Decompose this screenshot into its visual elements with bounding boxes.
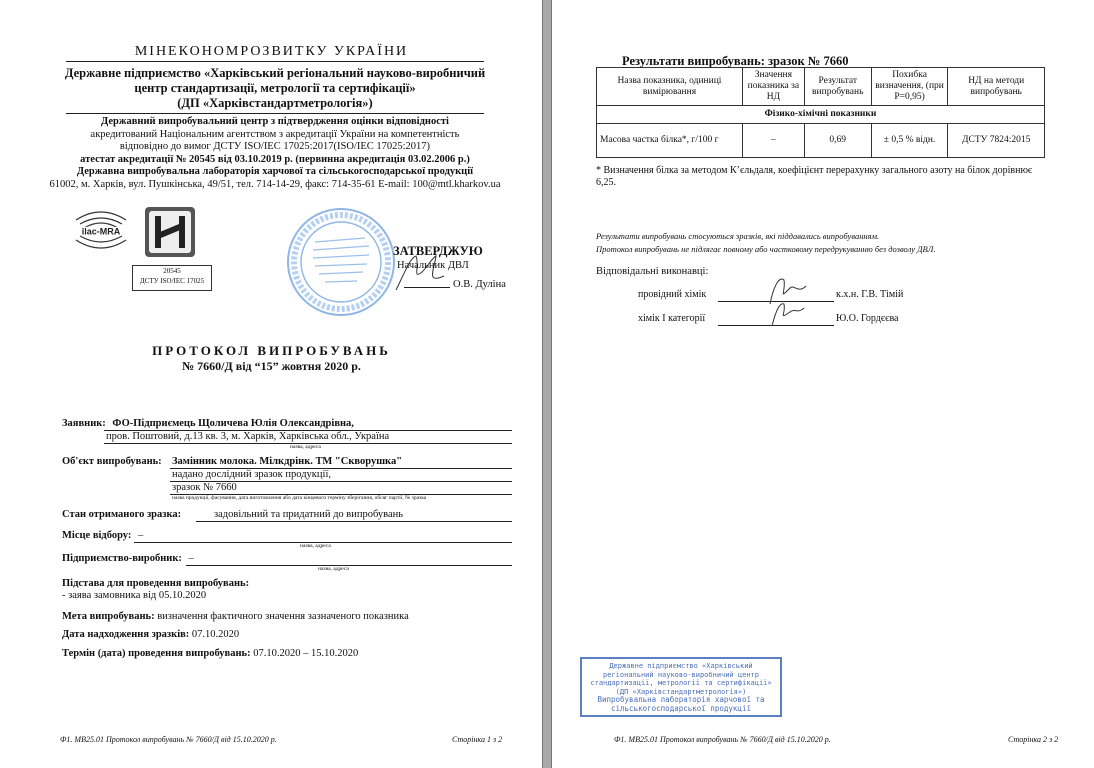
page-number: Сторінка 1 з 2 [452,735,503,744]
object-row: Об'єкт випробувань: [62,456,162,467]
divider [66,113,484,114]
approver-position: Начальник ДВЛ [397,260,469,271]
table-row: Масова частка білка*, г/100 г – 0,69 ± 0,5 % відн. ДСТУ 7824:2015 [597,124,1045,158]
footer-left: Ф1. МВ25.01 Протокол випробувань № 7660/Д від 15.10.2020 р. [614,735,831,744]
sample-state-value: задовільний та придатний до випробувань [214,509,404,520]
signer-signature-2 [766,298,810,335]
signer-name-1: к.х.н. Г.В. Тімій [836,289,904,300]
results-title: Результати випробувань: зразок № 7660 [622,54,849,68]
sampling-place-row: Місце відбору: – [62,530,144,541]
protocol-title: ПРОТОКОЛ ВИПРОБУВАНЬ [152,343,391,358]
accreditation-number-caption: 20545 ДСТУ ISO/IEC 17025 [132,265,212,291]
signer-role-2: хімік І категорії [638,313,706,324]
ilac-mra-logo [72,206,130,254]
signature-line [404,287,450,288]
signer-name-2: Ю.О. Гордєєва [836,313,899,324]
document-page-2 [551,0,1094,768]
round-seal-stamp [285,206,397,318]
object-line-1: Замінник молока. Мілкдрінк. ТМ "Скворушка" [172,456,403,467]
lab-stamp: Державне підприємство «Харківський регіональний науково-виробничий центр стандартизації, метрології та сертифікації» (ДП «Харківстандартметрологія») Випробувальна лабораторія харчової та сільськогосподарської продукції [580,657,782,717]
accreditation-block: Державний випробувальний центр з підтвердження оцінки відповідності акредитований Національним агентством з акредитації України на компетентність відповідно до вимог ДСТУ ISO/IEC 17025:2017(ISO/IEC 17025:2017) атестат акредитації № 20545 від 03.10.2019 р. (первинна акредитація 03.02.2006 р.) Державна випробувальна лабораторія харчової та сільськогосподарської продукції 61002, м. Харків, вул. Пушкінська, 49/51, тел. 714-14-29, факс: 714-35-61 E-mail: 100@mtl.kharkov.ua [49,116,501,190]
divider [66,61,484,62]
page-number: Сторінка 2 з 2 [1008,735,1059,744]
performers-label: Відповідальні виконавці: [596,266,709,277]
applicant-address: пров. Поштовий, д.13 кв. 3, м. Харків, Харківська обл., Україна [106,431,390,442]
basis-label: Підстава для проведення випробувань: [62,578,250,589]
object-line-3: зразок № 7660 [172,482,237,493]
disclaimer: Результати випробувань стосуються зразків, які піддавались випробуванням. Протокол випробувань не підлягає повному або частковому передрукуванню без дозволу ДВЛ. [596,231,936,254]
sample-state-row: Стан отриманого зразка: [62,509,182,520]
field-hint: назва, адреса [290,444,321,450]
footnote: * Визначення білка за методом К’єльдаля, коефіцієнт перерахунку загального азоту на білок дорівнює 6,25. [596,165,1033,188]
approve-heading: ЗАТВЕРДЖУЮ [393,244,483,258]
national-accreditation-logo [144,206,196,258]
table-header-row: Назва показника, одиниці вимірювання Значення показника за НД Результат випробувань Похибка визначення, (при P=0,95) НД на методи випробувань [597,68,1045,106]
manufacturer-row: Підприємство-виробник: – [62,553,194,564]
applicant-row: Заявник: ФО-Підприємець Щоличева Юлія Олександрівна, [62,418,354,429]
organization-name: Державне підприємство «Харківський регіональний науково-виробничий центр стандартизації, метрології та сертифікації» (ДП «Харківстандартметрологія») [64,66,486,110]
basis-value: - заява замовника від 05.10.2020 [62,590,207,601]
document-page-1 [0,0,543,768]
ministry-heading: МІНЕКОНОМРОЗВИТКУ УКРАЇНИ [134,44,409,59]
test-term-row: Термін (дата) проведення випробувань: 07.10.2020 – 15.10.2020 [62,648,359,659]
table-section-row: Фізико-хімічні показники [597,106,1045,124]
arrival-date-row: Дата надходження зразків: 07.10.2020 [62,629,240,640]
field-hint: назва, адреса [318,566,349,572]
goal-row: Мета випробувань: визначення фактичного значення зазначеного показника [62,611,409,622]
protocol-number: № 7660/Д від “15” жовтня 2020 р. [182,359,361,373]
field-hint: назва, адреса [300,543,331,549]
results-table [596,67,1045,158]
field-hint: назва продукції, фасування, дата виготовлення або дата кінцевого терміну зберігання, обсяг партії, № зразка [172,495,427,501]
signer-role-1: провідний хімік [638,289,707,300]
svg-text:ilac-MRA: ilac-MRA [81,226,121,237]
footer-left: Ф1. МВ25.01 Протокол випробувань № 7660/Д від 15.10.2020 р. [60,735,277,744]
approver-name: О.В. Дуліна [453,279,506,290]
object-line-2: надано дослідний зразок продукції, [172,469,331,480]
